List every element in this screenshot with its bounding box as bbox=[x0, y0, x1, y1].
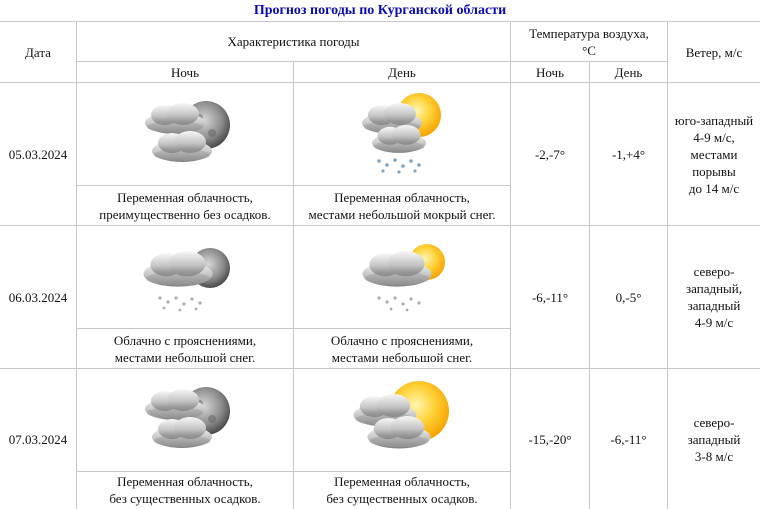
row-3-day-icon-cell bbox=[294, 369, 510, 471]
row-1-night-icon-cell bbox=[77, 83, 293, 185]
header-wind: Ветер, м/с bbox=[668, 22, 760, 82]
moon-cloud-icon bbox=[130, 89, 240, 179]
row-1-wind-line5: до 14 м/с bbox=[688, 180, 740, 196]
row-1-night-desc-line1: Переменная облачность, bbox=[117, 189, 253, 205]
row-2-day-desc-line1: Облачно с прояснениями, bbox=[330, 332, 474, 348]
sun-cloud-snow-icon bbox=[347, 89, 457, 179]
row-2-day-desc bbox=[294, 329, 510, 368]
row-3-night-desc-line1: Переменная облачность, bbox=[117, 474, 253, 489]
row-3-day-desc-line1: Переменная облачность, bbox=[334, 474, 470, 489]
row-1-wind bbox=[668, 83, 760, 225]
row-3-night-icon-cell bbox=[77, 369, 293, 471]
row-2-night-desc-line2: местами небольшой снег. bbox=[114, 349, 256, 365]
row-2-night-desc bbox=[77, 329, 293, 368]
header-temp-night: Ночь bbox=[511, 62, 589, 82]
row-2-temp-night: -6,-11° bbox=[511, 226, 589, 368]
row-3-day-desc bbox=[294, 472, 510, 509]
row-1-wind-line2: 4-9 м/с, bbox=[693, 129, 735, 145]
row-3-day-desc-line2: без существенных осадков. bbox=[326, 491, 478, 506]
header-temperature bbox=[511, 22, 667, 61]
row-3-wind bbox=[668, 369, 760, 509]
header-temp-day: День bbox=[590, 62, 667, 82]
row-2-wind-line1: северо- bbox=[693, 264, 735, 279]
row-2-date: 06.03.2024 bbox=[0, 226, 76, 368]
row-2-wind-line4: 4-9 м/с bbox=[694, 315, 734, 330]
header-temperature-label: Температура воздуха, bbox=[529, 25, 649, 41]
row-3-wind-line2: западный bbox=[687, 431, 741, 447]
row-3-night-desc-line2: без существенных осадков. bbox=[109, 491, 261, 506]
row-2-wind bbox=[668, 226, 760, 368]
row-1-night-desc-line2: преимущественно без осадков. bbox=[99, 206, 271, 222]
row-1-temp-night: -2,-7° bbox=[511, 83, 589, 225]
sun-cloud-icon bbox=[337, 375, 467, 465]
row-1-day-desc-line1: Переменная облачность, bbox=[334, 189, 470, 205]
row-3-night-desc bbox=[77, 472, 293, 509]
row-1-wind-line4: порывы bbox=[692, 163, 736, 179]
row-3-temp-night: -15,-20° bbox=[511, 369, 589, 509]
row-1-date: 05.03.2024 bbox=[0, 83, 76, 225]
header-characteristic: Характеристика погоды bbox=[77, 22, 510, 61]
header-night: Ночь bbox=[77, 62, 293, 82]
row-1-day-desc bbox=[294, 186, 510, 225]
header-date: Дата bbox=[0, 22, 76, 82]
row-2-day-desc-line2: местами небольшой снег. bbox=[331, 349, 473, 365]
row-2-day-icon-cell bbox=[294, 226, 510, 328]
row-2-wind-line2: западный, bbox=[686, 281, 742, 296]
moon-cloud-icon bbox=[130, 375, 240, 465]
row-2-temp-day: 0,-5° bbox=[590, 226, 667, 368]
row-1-night-desc bbox=[77, 186, 293, 225]
row-1-day-icon-cell bbox=[294, 83, 510, 185]
row-3-wind-line3: 3-8 м/с bbox=[694, 448, 734, 464]
row-1-day-desc-line2: местами небольшой мокрый снег. bbox=[308, 206, 496, 222]
row-2-wind-line3: западный bbox=[687, 298, 741, 313]
row-3-date: 07.03.2024 bbox=[0, 369, 76, 509]
row-1-wind-line3: местами bbox=[690, 146, 738, 162]
row-2-night-desc-line1: Облачно с прояснениями, bbox=[113, 332, 257, 348]
moon-cloud-snow-icon bbox=[130, 232, 240, 322]
row-2-night-icon-cell bbox=[77, 226, 293, 328]
row-1-temp-day: -1,+4° bbox=[590, 83, 667, 225]
row-1-wind-line1: юго-западный bbox=[674, 112, 754, 128]
sun-cloud-snow-icon bbox=[347, 232, 457, 322]
table-title: Прогноз погоды по Курганской области bbox=[0, 0, 760, 21]
header-day: День bbox=[294, 62, 510, 82]
row-3-wind-line1: северо- bbox=[693, 414, 735, 430]
header-temperature-unit: °С bbox=[582, 42, 596, 58]
row-3-temp-day: -6,-11° bbox=[590, 369, 667, 509]
